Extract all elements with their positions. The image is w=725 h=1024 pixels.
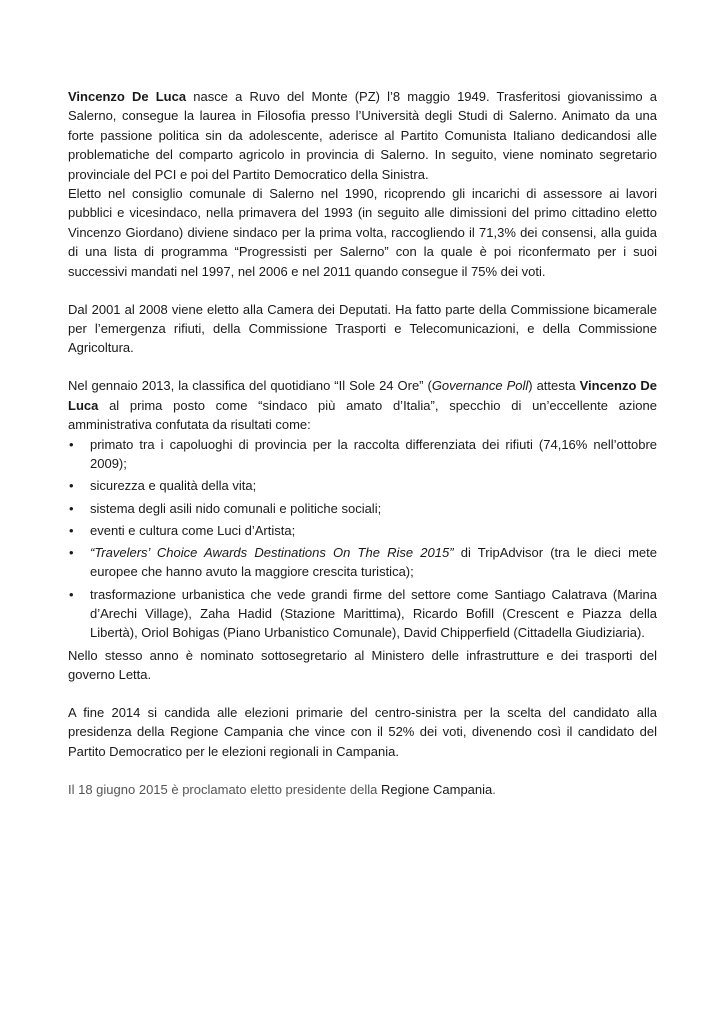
paragraph-governance-poll [68,376,657,434]
primaries-text: A fine 2014 si candida alle elezioni primarie del centro-sinistra per la scelta del candidato alla presidenza della Regione Campania che vince con il 52% dei voti, divenendo così il candidato del Partito Democratico per le elezioni regionali in Campania. [68,704,657,759]
paragraph-spacer [68,358,657,377]
undersecretary-text: Nello stesso anno è nominato sottosegretario al Ministero delle infrastrutture e dei trasporti del governo Letta. [68,647,657,682]
biography-text: nasce a Ruvo del Monte (PZ) l’8 maggio 1949. Trasferitosi giovanissimo a Salerno, consegue la laurea in Filosofia presso l’Università degli Studi di Salerno. Animato da una forte passione politica sin da adolescente, aderisce al Partito Comunista Italiano dedicandosi alle problematiche del comparto agricolo in provincia di Salerno. In seguito, viene nominato segretario provinciale del PCI e poi del Partito Democratico della Sinistra. [68,89,658,182]
list-item [68,476,657,495]
president-text-end: . [492,781,496,797]
list-item [68,521,657,540]
paragraph-spacer [68,281,657,300]
person-name: Vincenzo De Luca [68,378,657,413]
paragraph-mayor [68,184,657,281]
person-name: Vincenzo De Luca [68,89,187,104]
bullet-icon: • [69,544,74,560]
list-item [68,543,657,582]
mayor-text: Eletto nel consiglio comunale di Salerno nel 1990, ricoprendo gli incarichi di assessore ai lavori pubblici e vicesindaco, nella primavera del 1993 (in seguito alle dimissioni del primo cittadino eletto Vincenzo Giordano) diviene sindaco per la prima volta, raccogliendo il 71,3% dei consensi, alla guida di una lista di programma “Progressisti per Salerno” con la quale è poi riconfermato per i suoi successivi mandati nel 1997, nel 2006 e nel 2011 quando consegue il 75% dei voti. [68,186,657,279]
paragraph-president [68,780,657,799]
poll-name: Governance Poll [431,378,529,394]
paragraph-undersecretary [68,646,657,685]
list-item-text: sistema degli asili nido comunali e politiche sociali; [90,500,382,516]
list-item [68,499,657,518]
list-item-text: sicurezza e qualità della vita; [90,478,257,494]
paragraph-spacer [68,761,657,780]
bullet-icon: • [69,522,74,538]
president-text: Il 18 giugno 2015 è proclamato eletto presidente della [68,781,381,797]
list-item-text: trasformazione urbanistica che vede grandi firme del settore come Santiago Calatrava (Marina d’Arechi Village), Zaha Hadid (Stazione Marittima), Ricardo Bofill (Crescent e Piazza della Libertà), Oriol Bohigas (Piano Urbanistico Comunale), David Chipperfield (Cittadella Giudiziaria). [90,586,657,641]
document-page [68,87,657,799]
poll-text-start: Nel gennaio 2013, la classifica del quotidiano “Il Sole 24 Ore” ( [68,378,432,394]
poll-text-mid: ) attesta [528,378,580,394]
deputy-text: Dal 2001 al 2008 viene eletto alla Camera dei Deputati. Ha fatto parte della Commissione bicamerale per l’emergenza rifiuti, della Commissione Trasporti e Telecomunicazioni, e della Commissione Agricoltura. [68,301,657,356]
achievements-list [68,435,657,643]
bullet-icon: • [69,586,74,602]
list-item [68,585,657,643]
list-item-text: primato tra i capoluoghi di provincia per la raccolta differenziata dei rifiuti (74,16% nell’ottobre 2009); [90,436,657,472]
paragraph-primaries [68,703,657,761]
bullet-icon: • [69,436,74,452]
paragraph-biography [68,87,657,184]
region-name: Regione Campania [380,781,493,797]
award-name: “Travelers’ Choice Awards Destinations On The Rise 2015” [90,544,454,560]
paragraph-deputy [68,300,657,358]
bullet-icon: • [69,478,74,494]
list-item-text: eventi e cultura come Luci d’Artista; [90,522,296,538]
bullet-icon: • [69,500,74,516]
paragraph-spacer [68,684,657,703]
poll-text-end: al prima posto come “sindaco più amato d’Italia”, specchio di un’eccellente azione amministrativa confutata da risultati come: [68,397,657,433]
list-item-text: di TripAdvisor (tra le dieci mete europee che hanno avuto la maggiore crescita turistica); [90,544,657,580]
list-item [68,435,657,474]
